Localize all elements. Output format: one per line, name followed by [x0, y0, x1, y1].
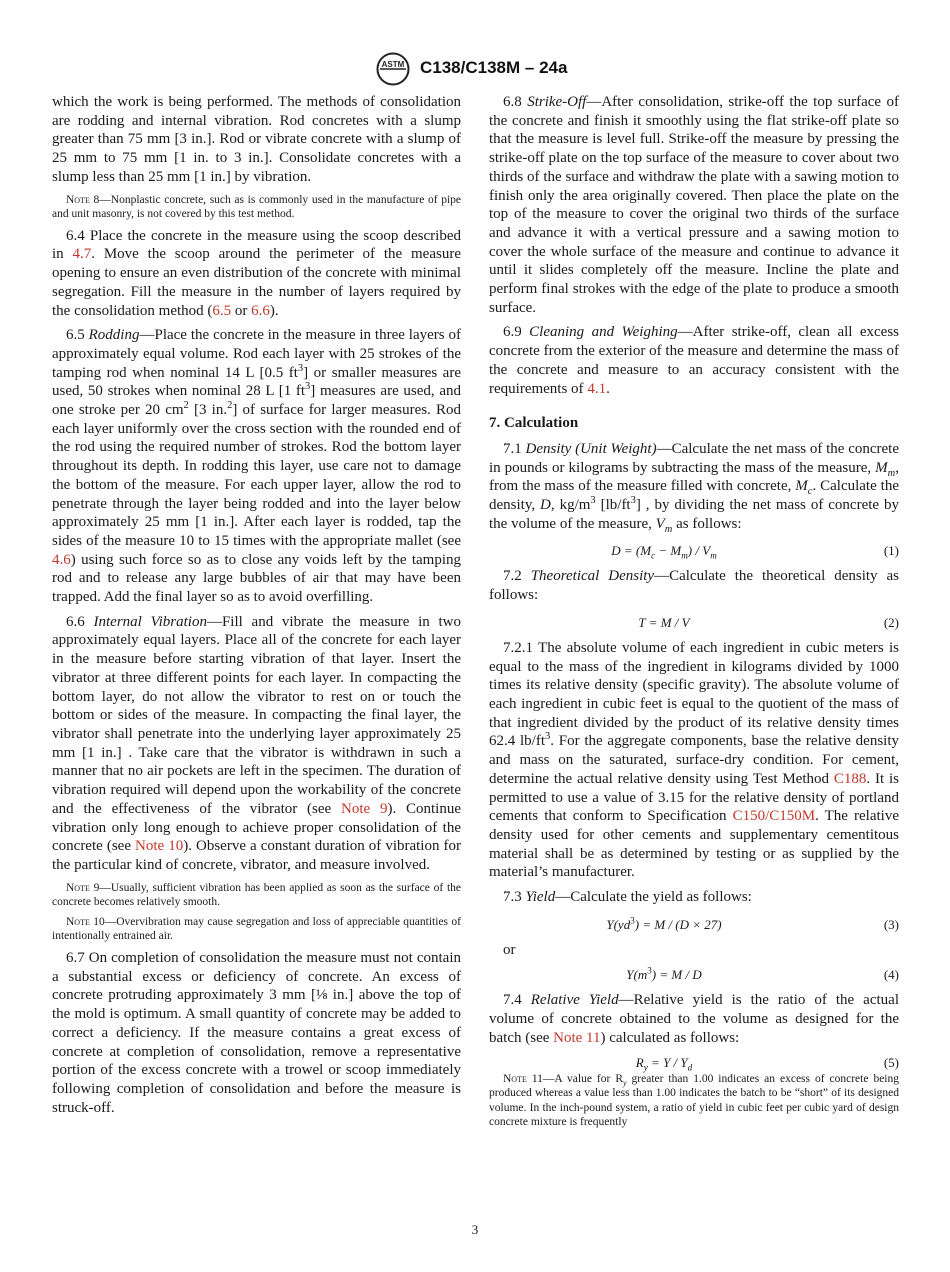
paragraph-7-3: 7.3 Yield—Calculate the yield as follows:: [503, 889, 752, 906]
page-number: 3: [471, 1222, 479, 1237]
note-8: Note 8—Nonplastic concrete, such as is commonly used in the manufacture of pipe and unit masonry, is not covered by this test method.: [52, 193, 461, 221]
note-10: Note 10—Overvibration may cause segregation and loss of appreciable quantities of intentionally entrained air.: [52, 915, 461, 943]
svg-text:ASTM: ASTM: [381, 60, 405, 69]
note-11: Note 11—A value for $R_y$ greater than 1.00 indicates an excess of concrete being produced whereas a value less than 1.00 indicates the batch to be “short” of its designed volume. In the inch-pound system, a ratio of yield in cubic feet per cubic yard of design concrete mixture is frequently: [489, 1072, 899, 1129]
ref-note-10[interactable]: Note 10: [135, 838, 184, 855]
equation-3: $Y(yd^3) = M / (D \times 27)$ (3): [489, 913, 899, 935]
paragraph-6-9: 6.9 Cleaning and Weighing—After strike-off, clean all excess concrete from the exterior of the measure and determine the mass of the concrete and measure to an accuracy consistent with the requirements of 4.1.: [489, 324, 900, 397]
paragraph-6-5: 6.5 Rodding—Place the concrete in the measure in three layers of approximately equal volume. Rod each layer with 25 strokes of the tamping rod when nominal 14 L [0.5 $ft^3$] or smaller measures are used, 50 strokes when nominal 28 L [1 $ft^3$] measures are used, and one stroke per 20 $cm^2$ [3 in.$^2$] of surface for larger measures. Rod each layer uniformly over the cross section with the rounded end of the rod using the required number of strokes. Rod the bottom layer throughout its depth. In rodding this layer, use care not to damage the bottom of the measure. For each upper layer, allow the rod to penetrate through the layer being rodded and into the layer below approximately 25 mm [1 in.]. After each layer is rodded, tap the sides of the measure 10 to 15 times with the appropriate mallet (see 4.6) using such force so as to close any voids left by the tamping rod and to release any large bubbles of air that may have been trapped. Add the final layer so as to avoid overfilling.: [52, 327, 462, 606]
paragraph-intro: which the work is being performed. The methods of consolidation are rodding and internal vibration. Rod concretes with a slump greater than 75 mm [3 in.]. Rod or vibrate concrete with a slump of 25 mm to 75 mm [1 in. to 3 in.]. Consolidate concretes with a slump less than 25 mm [1 in.] by vibration.: [52, 94, 461, 185]
paragraph-7-2-1: 7.2.1 The absolute volume of each ingredient in cubic meters is equal to the mass of the ingredient in kilograms divided by 1000 times its relative density (specific gravity). The absolute volume of each ingredient in cubic feet is equal to the quotient of the mass of that ingredient divided by the product of its relative density times 62.4 $lb/ft^3$. For the aggregate components, base the relative density and mass on the saturated, surface-dry condition. For cement, determine the actual relative density using Test Method C188. It is permitted to use a value of 3.15 for the relative density of portland cements that conform to Specification C150/C150M. The relative density used for other cements and supplementary cementitous material shall be as determined by testing or as supplied by the material’s manufacturer.: [489, 639, 899, 881]
ref-4-7[interactable]: 4.7: [72, 246, 92, 263]
page-header: [0, 52, 950, 86]
ref-c150[interactable]: C150/C150M: [732, 808, 816, 825]
astm-logo-icon: [376, 52, 410, 86]
paragraph-7-2: 7.2 Theoretical Density—Calculate the theoretical density as follows:: [489, 568, 900, 604]
right-column: [489, 93, 899, 1135]
equation-number: (2): [883, 614, 899, 630]
ref-note-9[interactable]: Note 9: [341, 800, 388, 817]
equation-number: (1): [883, 543, 899, 559]
or-text: or: [503, 941, 516, 958]
ref-note-11[interactable]: Note 11: [553, 1029, 601, 1046]
equation-2: T = M / V (2): [489, 611, 899, 633]
section-title-calculation: 7. Calculation: [489, 415, 579, 432]
ref-6-6[interactable]: 6.6: [251, 302, 270, 319]
paragraph-6-6: 6.6 Internal Vibration—Fill and vibrate the measure in two approximately equal layers. Place all of the concrete for each layer in the measure before starting vibration of that layer. Insert the vibrator at three different points for each layer. In compacting the bottom layer, do not allow the vibrator to rest on or touch the bottom or sides of the measure. In compacting the final layer, the vibrator shall penetrate into the underlying layer approximately 25 mm [1 in.] . Take care that the vibrator is withdrawn in such a manner that no air pockets are left in the specimen. The duration of vibration required will depend upon the workability of the concrete and the effectiveness of the vibrator (see Note 9). Continue vibration only long enough to achieve proper consolidation of the concrete (see Note 10). Observe a constant duration of vibration for the particular kind of concrete, vibrator, and measure involved.: [52, 613, 461, 873]
equation-number: (4): [883, 967, 899, 983]
paragraph-6-8: 6.8 Strike-Off—After consolidation, strike-off the top surface of the concrete and finish it smoothly using the flat strike-off plate so that the measure is level full. Strike-off the measure by pressing the strike-off plate on the top surface of the measure to cover about two thirds of the surface and withdraw the plate with a sawing motion to finish only the area originally covered. Then place the plate on the top of the measure to cover the original two thirds of the surface and advance it with a vertical pressure and a sawing motion to cover the whole surface of the measure and continue to advance it until it slides completely off the measure. Incline the plate and perform final strokes with the edge of the plate to produce a smooth surface.: [489, 94, 899, 316]
paragraph-7-4: 7.4 Relative Yield—Relative yield is the ratio of the actual volume of concrete obtained to the volume as designed for the batch (see Note 11) calculated as follows:: [489, 992, 899, 1046]
document-id: C138/C138M – 24a: [420, 58, 568, 77]
equation-5: $R_y = Y / Y_d$ (5): [635, 1054, 899, 1073]
equation-number: (3): [883, 916, 899, 932]
equation-1: $D = (M_c - M_m) / V_m$ (1): [611, 543, 899, 562]
ref-4-1[interactable]: 4.1: [587, 380, 607, 397]
paragraph-6-4: 6.4 Place the concrete in the measure using the scoop described in 4.7. Move the scoop around the perimeter of the measure opening to ensure an even distribution of the concrete with minimal segregation. Fill the measure in the number of layers required by the consolidation method (6.5 or 6.6).: [52, 227, 461, 319]
left-column: [52, 93, 461, 1123]
ref-4-6[interactable]: 4.6: [52, 551, 71, 568]
ref-6-5[interactable]: 6.5: [212, 302, 232, 319]
paragraph-7-1: 7.1 Density (Unit Weight)—Calculate the net mass of the concrete in pounds or kilograms by subtracting the mass of the measure, $M_m$, from the mass of the measure filled with concrete, $M_c$. Calculate the density, D, $kg/m^3$ $[lb/ft^3]$ , by dividing the net mass of concrete by the volume of the measure, $V_m$ as follows:: [489, 440, 899, 535]
equation-number: (5): [883, 1054, 899, 1070]
paragraph-6-7: 6.7 On completion of consolidation the measure must not contain a substantial excess or deficiency of concrete. An excess of concrete protruding approximately 3 mm [⅛ in.] above the top of the mold is optimum. A small quantity of concrete may be added to correct a deficiency. If the measure contains a great excess of concrete at completion of consolidation, remove a representative portion of the excess concrete with a trowel or scoop immediately following completion of consolidation and before the measure is struck-off.: [52, 949, 461, 1116]
ref-c188[interactable]: C188: [833, 770, 867, 787]
note-9: Note 9—Usually, sufficient vibration has been applied as soon as the surface of the concrete becomes relatively smooth.: [52, 881, 461, 909]
equation-4: $Y(m^3) = M / D$ (4): [489, 963, 899, 985]
